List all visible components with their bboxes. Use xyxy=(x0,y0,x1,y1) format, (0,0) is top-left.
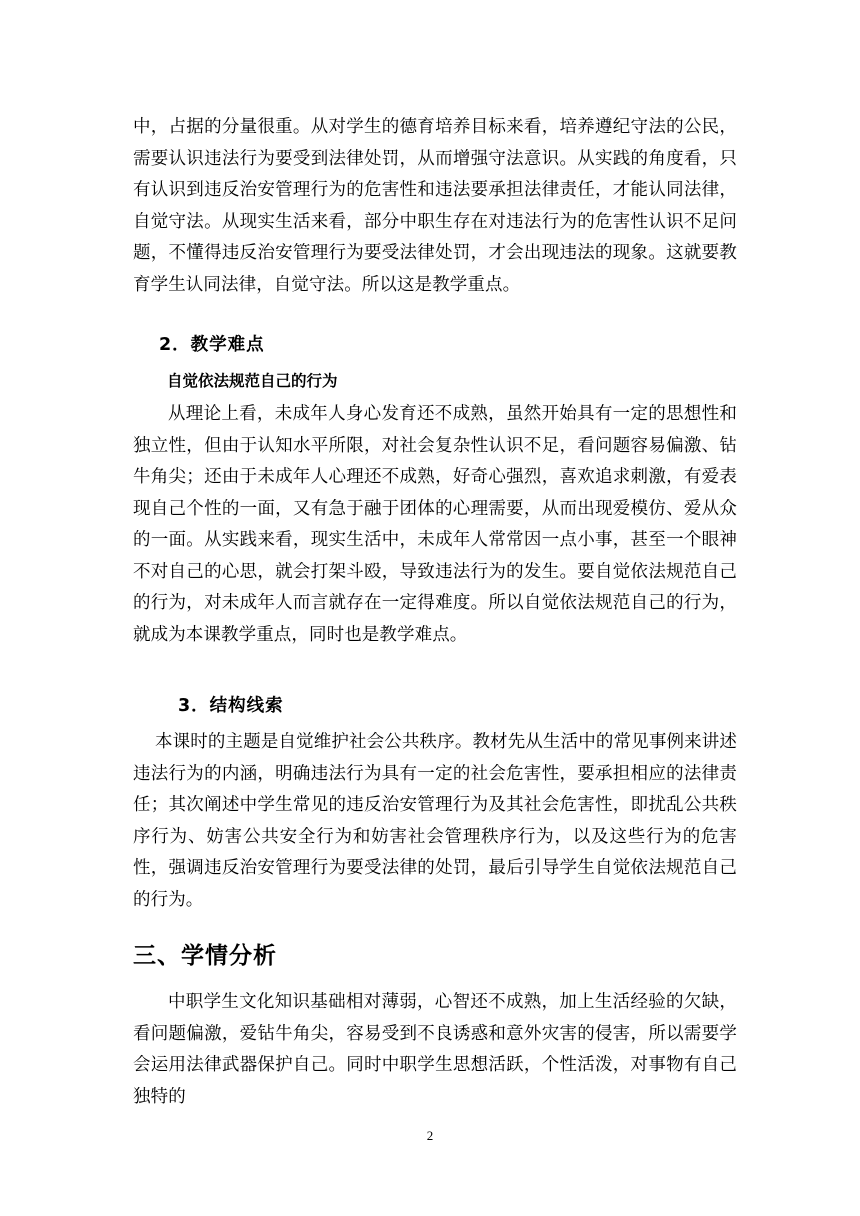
intro-paragraph: 中，占据的分量很重。从对学生的德育培养目标来看，培养遵纪守法的公民，需要认识违法行为要受到法律处罚，从而增强守法意识。从实践的角度看，只有认识到违反治安管理行为的危害性和违法要承担法律责任，才能认同法律，自觉守法。从现实生活来看，部分中职生存在对违法行为的危害性认识不足问题，不懂得违反治安管理行为要受法律处罚，才会出现违法的现象。这就要教育学生认同法律，自觉守法。所以这是教学重点。 xyxy=(133,117,737,295)
page-number: 2 xyxy=(426,1128,434,1143)
structure-paragraph: 本课时的主题是自觉维护社会公共秩序。教材先从生活中的常见事例来讲述违法行为的内涵，明确违法行为具有一定的社会危害性，要承担相应的法律责任；其次阐述中学生常见的违反治安管理行为及其社会危害性，即扰乱公共秩序行为、妨害公共安全行为和妨害社会管理秩序行为，以及这些行为的危害性，强调违反治安管理行为要受法律的处罚，最后引导学生自觉依法规范自己的行为。 xyxy=(133,732,737,910)
difficulty-paragraph: 从理论上看，未成年人身心发育还不成熟，虽然开始具有一定的思想性和独立性，但由于认知水平所限，对社会复杂性认识不足，看问题容易偏激、钻牛角尖；还由于未成年人心理还不成熟，好奇心强烈，喜欢追求刺激，有爱表现自己个性的一面，又有急于融于团体的心理需要，从而出现爱模仿、爱从众的一面。从实践来看，现实生活中，未成年人常常因一点小事，甚至一个眼神不对自己的心思，就会打架斗殴，导致违法行为的发生。要自觉依法规范自己的行为，对未成年人而言就存在一定得难度。所以自觉依法规范自己的行为，就成为本课教学重点，同时也是教学难点。 xyxy=(133,404,737,645)
heading-structure-clues: 3．结构线索 xyxy=(178,696,284,716)
subheading-self-regulation: 自觉依法规范自己的行为 xyxy=(167,372,338,390)
analysis-paragraph: 中职学生文化知识基础相对薄弱，心智还不成熟，加上生活经验的欠缺，看问题偏激，爱钻牛角尖，容易受到不良诱惑和意外灾害的侵害，所以需要学会运用法律武器保护自己。同时中职学生思想活跃，个性活泼，对事物有自己独特的 xyxy=(133,992,737,1107)
heading-learner-analysis: 三、学情分析 xyxy=(133,943,277,969)
heading-teaching-difficulty: 2．教学难点 xyxy=(159,335,265,355)
